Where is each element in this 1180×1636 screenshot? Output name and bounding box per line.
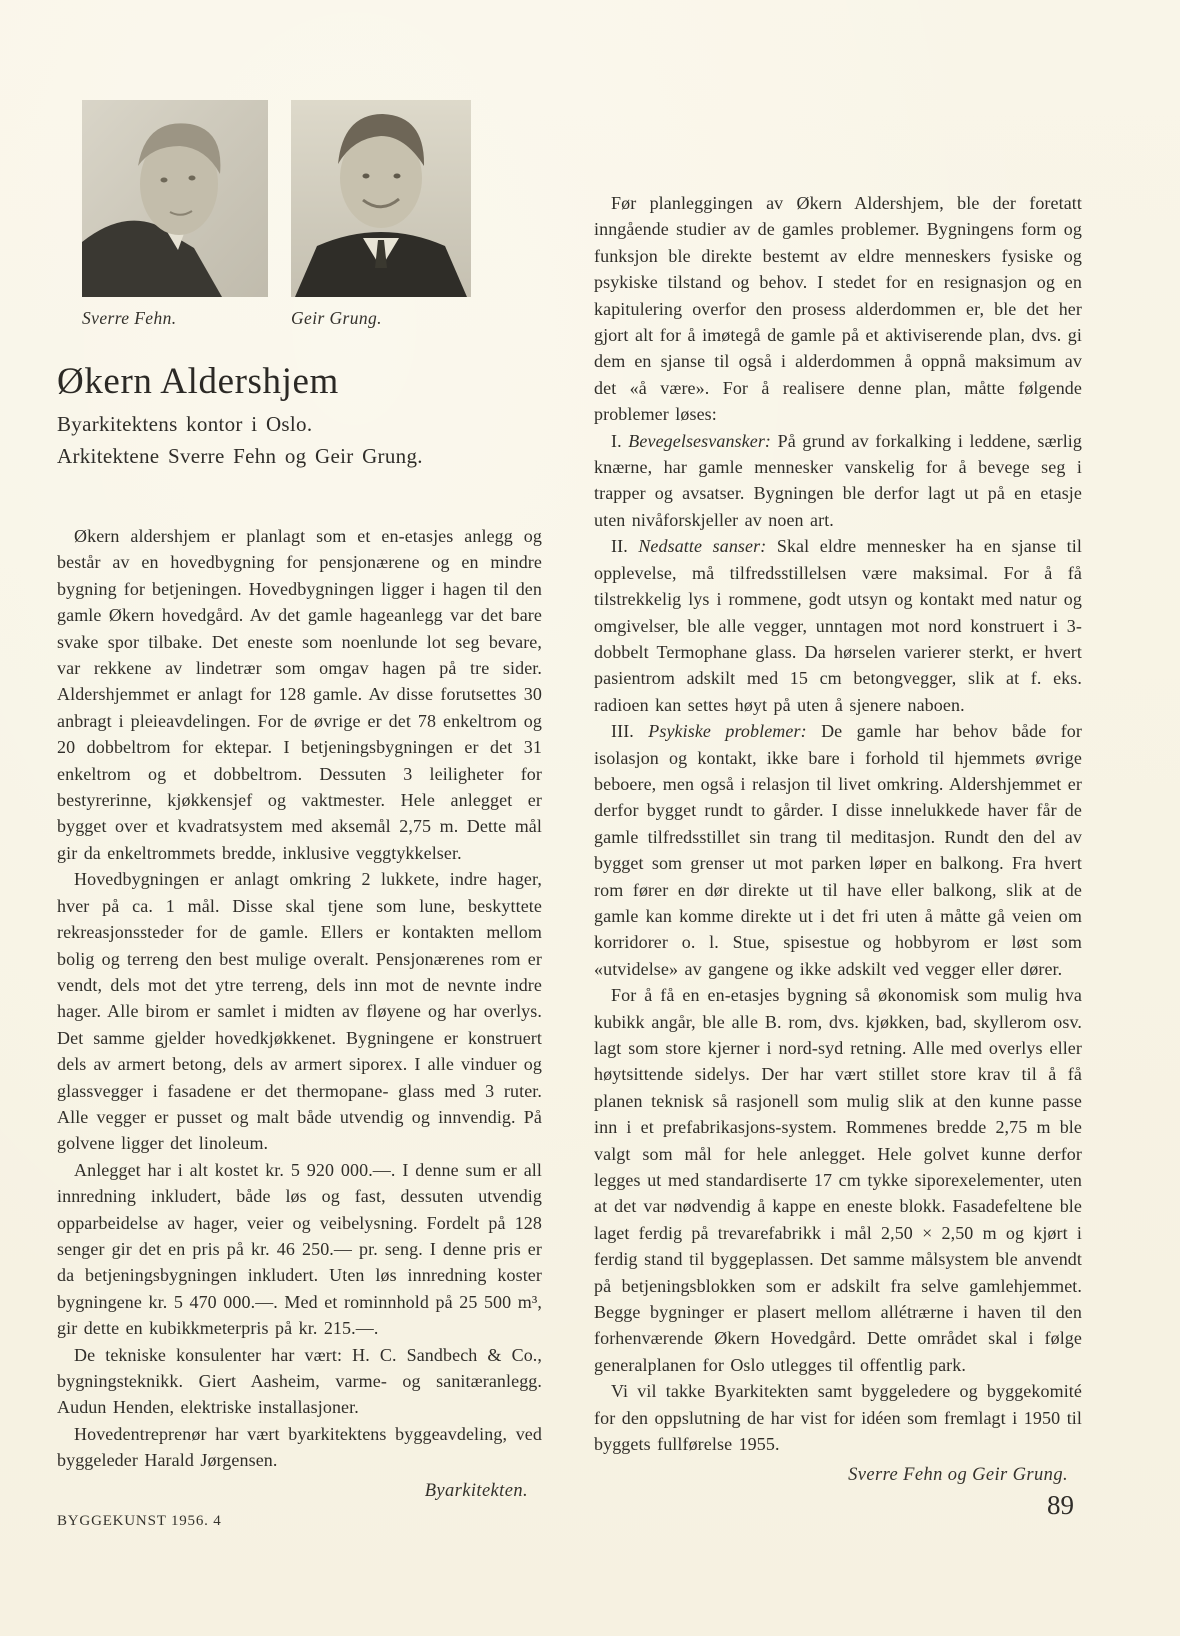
left-column	[57, 523, 542, 1502]
paragraph-left-2: Hovedbygningen er anlagt omkring 2 lukkete, indre hager, hver på ca. 1 mål. Disse skal tjene som lune, beskyttete rekreasjonssteder for de gamle. Ellers er kontakten mellom bolig og terreng den best mulige overalt. Pensjonærenes rom er vendt, dels mot det ytre terreng, dels inn mot de nevnte indre hager. Alle birom er samlet i midten av fløyene og har overlys. Det samme gjelder hovedkjøkkenet. Bygningene er konstruert dels av armert betong, dels av armert siporex. I alle vinduer og glassvegger i fasadene er det thermopane- glass med 3 ruter. Alle vegger er pusset og malt både utvendig og innvendig. På golvene ligger det linoleum.	[57, 869, 542, 1154]
paragraph-left-4: De tekniske konsulenter har vært: H. C. Sandbech & Co., bygningsteknikk. Giert Aasheim, varme- og sanitæranlegg. Audun Henden, elektriske installasjoner.	[57, 1344, 542, 1418]
article-subtitle-architects: Arkitektene Sverre Fehn og Geir Grung.	[57, 444, 423, 468]
paragraph-lead-italic: Bevegelsesvansker:	[628, 430, 778, 451]
title-block	[57, 360, 547, 469]
photo-figure-geir-grung	[291, 100, 471, 329]
portrait-photos	[82, 100, 471, 329]
photo-figure-sverre-fehn	[82, 100, 268, 329]
paragraph-text: På grund av forkalking i leddene, særlig knærne, har gamle mennesker vanskelig for å bevege seg i trapper og avsatser. Bygningen ble derfor lagt ut på en etasje uten nivåforskjeller av noen art.	[594, 430, 1083, 530]
paragraph-right-2	[594, 428, 1082, 534]
photo-caption-sverre-fehn: Sverre Fehn.	[82, 308, 177, 328]
paragraph-right-5: For å få en en-etasjes bygning så økonomisk som mulig hva kubikk angår, ble alle B. rom, dvs. kjøkken, bad, skyllerom osv. lagt som store kjerner i nord-syd retning. Alle med overlys eller høytsittende sidelys. Der har vært stillet store krav til å få planen teknisk så rasjonell som mulig slik at den kunne passe inn i et prefabrikasjons-system. Rommenes bredde 2,75 m ble valgt som mål for hele anlegget. Hele golvet kunne derfor legges ut med standardiserte 17 cm tykke siporexelementer, uten at det var nødvendig å kappe en eneste blokk. Fasadefeltene ble laget ferdig på trevarefabrikk i mål 2,50 × 2,50 m og kjørt i ferdig stand til byggeplassen. Det samme målsystem ble anvendt på betjeningsblokken som er adskilt fra selve gamlehjemmet. Begge bygninger er plasert mellom allétrærne i haven til den forhenværende Økern Hovedgård. Dette området skal i følge generalplanen for Oslo utlegges til offentlig park.	[594, 985, 1082, 1375]
paragraph-numeral: I.	[611, 430, 629, 451]
article-title: Økern Aldershjem	[57, 361, 339, 402]
paragraph-left-5: Hovedentreprenør har vært byarkitektens byggeavdeling, ved byggeleder Harald Jørgensen.	[57, 1423, 542, 1471]
paragraph-lead-italic: Nedsatte sanser:	[638, 536, 777, 557]
paragraph-lead-italic: Psykiske problemer:	[648, 721, 822, 742]
right-column	[594, 190, 1082, 1486]
paragraph-numeral: II.	[611, 536, 639, 557]
signature-byarkitekten: Byarkitekten.	[424, 1480, 528, 1501]
paragraph-text: De gamle har behov både for isolasjon og kontakt, ikke bare i forhold til hjemmets øvrige beboere, men også i relasjon til livet omkring. Aldershjemmet er derfor bygget rundt to gårder. I disse innelukkede haver får de gamle tilfredsstillet sin trang til meditasjon. Rundt den del av bygget som grenser ut mot parken løper en balkong. Fra hvert rom fører en dør direkte ut til have eller balkong, slik at de gamle kan komme direkte ut i det fri uten å måtte gå veien om korridorer o. l. Stue, spisestue og hobbyrom er løst som «utvidelse» av gangene og ikke adskilt ved vegger eller dører.	[594, 721, 1082, 979]
portrait-photo-sverre-fehn	[82, 100, 268, 297]
paragraph-right-1: Før planleggingen av Økern Aldershjem, ble der foretatt inngående studier av de gamles problemer. Bygningens form og funksjon ble direkte bestemt av eldre menneskers fysiske og psykiske tilstand og behov. I stedet for en resignasjon og en kapitulering overfor den prosess alderdommen er, ble det her gjort alt for å imøtegå de gamle på et aktiviserende plan, dvs. gi dem en sjanse til også i alderdommen å oppnå maksimum av det «å være». For å realisere denne plan, måtte følgende problemer løses:	[594, 193, 1082, 425]
paragraph-right-3	[594, 533, 1082, 718]
paragraph-left-3: Anlegget har i alt kostet kr. 5 920 000.—. I denne sum er all innredning inkludert, både løs og fast, dessuten utvendig opparbeidelse av hager, veier og veibelysning. Fordelt på 128 senger gir det en pris på kr. 46 250.— pr. seng. I denne pris er da betjeningsbygningen inkludert. Uten løs innredning koster bygningene kr. 5 470 000.—. Med et rominnhold på 25 500 m³, gir dette en kubikkmeterpris på kr. 215.—.	[57, 1159, 542, 1339]
page-number: 89	[1047, 1490, 1074, 1520]
signature-architects: Sverre Fehn og Geir Grung.	[848, 1464, 1068, 1485]
paragraph-right-6: Vi vil takke Byarkitekten samt byggeledere og byggekomité for den oppslutning de har vist for idéen som fremlagt i 1950 til byggets fullførelse 1955.	[594, 1381, 1082, 1455]
journal-issue-label: BYGGEKUNST 1956. 4	[57, 1513, 222, 1529]
paragraph-numeral: III.	[611, 721, 649, 742]
article-subtitle-office: Byarkitektens kontor i Oslo.	[57, 412, 313, 436]
paragraph-right-4	[594, 718, 1082, 982]
photo-caption-geir-grung: Geir Grung.	[291, 308, 382, 328]
paragraph-text: Skal eldre mennesker ha en sjanse til opplevelse, må tilfredsstillelsen være maksimal. For å få tilstrekkelig lys i rommene, godt utsyn og kontakt med natur og omgivelser, ble alle vegger, unntagen mot nord konstruert i 3-dobbelt Termophane glass. Da hørselen varierer sterkt, er hvert pasientrom adskilt med 15 cm betongvegger, slik at f. eks. radioen kan settes høyt på uten å sjenere naboen.	[594, 536, 1082, 715]
portrait-photo-geir-grung	[291, 100, 471, 297]
paragraph-left-1: Økern aldershjem er planlagt som et en-etasjes anlegg og består av en hovedbygning for pensjonærene og en mindre bygning for betjeningen. Hovedbygningen ligger i hagen til den gamle Økern hovedgård. Av det gamle hageanlegg var det bare svake spor tilbake. Det eneste som noenlunde lot seg bevare, var rekkene av lindetrær som omgav hagen på tre sider. Aldershjemmet er anlagt for 128 gamle. Av disse forutsettes 30 anbragt i pleieavdelingen. For de øvrige er det 78 enkeltrom og 20 dobbeltrom for ektepar. I betjeningsbygningen er det 31 enkeltrom og et dobbeltrom. Dessuten 3 leiligheter for bestyrerinne, kjøkkensjef og vaktmester. Hele anlegget er bygget over et kvadratsystem med aksemål 2,75 m. Dette mål gir da enkeltrommets bredde, inklusive veggtykkelser.	[57, 526, 542, 863]
